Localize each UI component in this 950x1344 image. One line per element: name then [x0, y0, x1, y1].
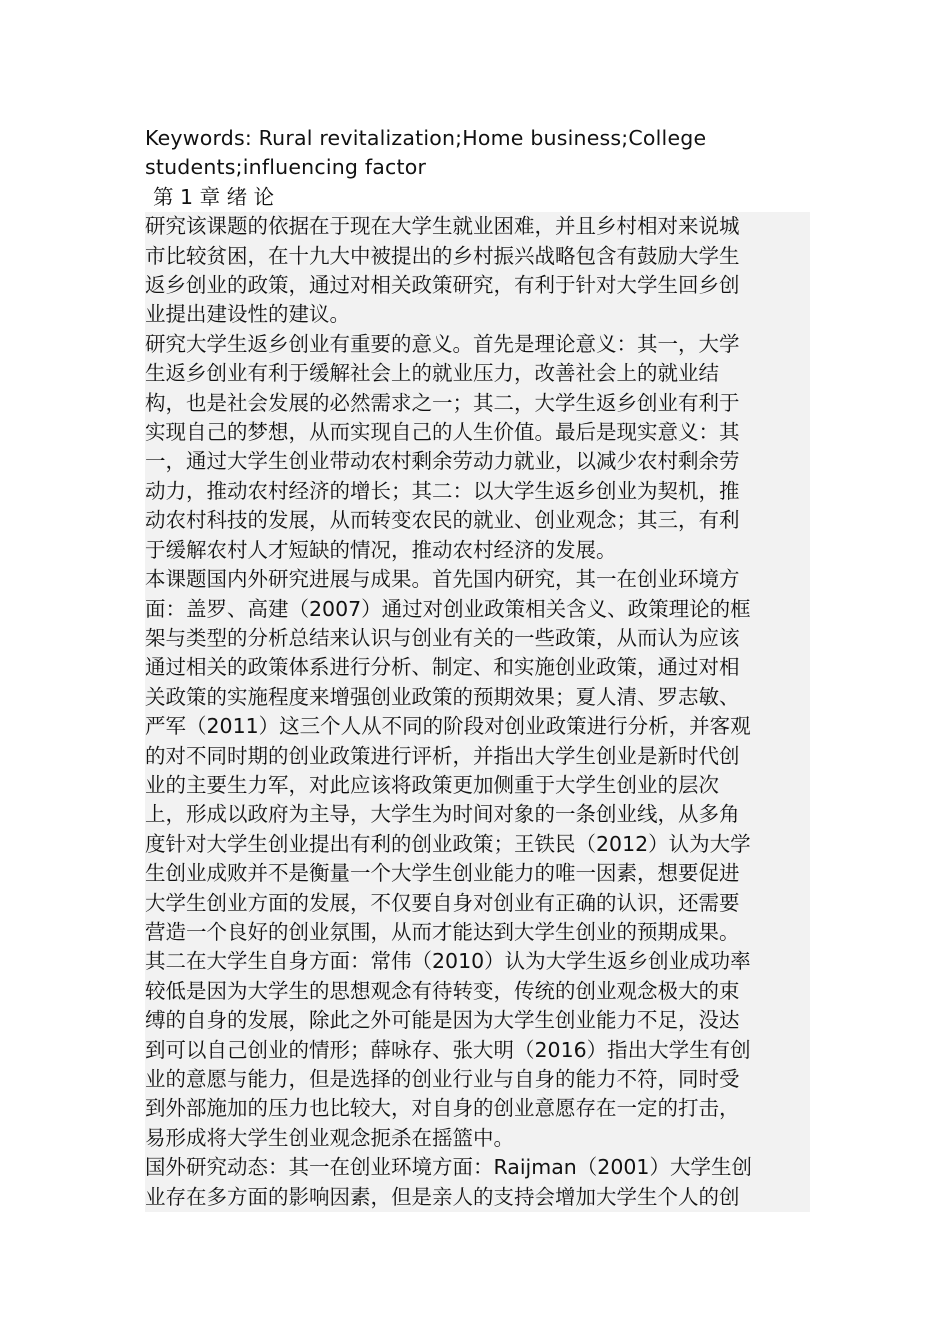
document-page: [145, 124, 810, 1212]
paragraph-line: 构，也是社会发展的必然需求之一；其二，大学生返乡创业有利于: [145, 389, 810, 418]
body-text: [145, 212, 810, 1212]
body-paragraph: [145, 330, 810, 565]
paragraph-line: 大学生创业方面的发展，不仅要自身对创业有正确的认识，还需要: [145, 889, 810, 918]
paragraph-line: 生创业成败并不是衡量一个大学生创业能力的唯一因素，想要促进: [145, 859, 810, 888]
paragraph-line: 营造一个良好的创业氛围，从而才能达到大学生创业的预期成果。: [145, 918, 810, 947]
paragraph-line: 业的主要生力军，对此应该将政策更加侧重于大学生创业的层次: [145, 771, 810, 800]
paragraph-line: 返乡创业的政策，通过对相关政策研究，有利于针对大学生回乡创: [145, 271, 810, 300]
paragraph-line: 架与类型的分析总结来认识与创业有关的一些政策，从而认为应该: [145, 624, 810, 653]
paragraph-line: 较低是因为大学生的思想观念有待转变，传统的创业观念极大的束: [145, 977, 810, 1006]
paragraph-line: 一，通过大学生创业带动农村剩余劳动力就业，以减少农村剩余劳: [145, 447, 810, 476]
keywords-line: Keywords: Rural revitalization;Home business;College: [145, 126, 707, 150]
paragraph-line: 易形成将大学生创业观念扼杀在摇篮中。: [145, 1124, 810, 1153]
paragraph-line: 通过相关的政策体系进行分析、制定、和实施创业政策，通过对相: [145, 653, 810, 682]
keywords-english: [145, 124, 810, 183]
paragraph-line: 的对不同时期的创业政策进行评析，并指出大学生创业是新时代创: [145, 742, 810, 771]
paragraph-line: 缚的自身的发展，除此之外可能是因为大学生创业能力不足，没达: [145, 1006, 810, 1035]
paragraph-line: 上，形成以政府为主导，大学生为时间对象的一条创业线，从多角: [145, 800, 810, 829]
paragraph-line: 关政策的实施程度来增强创业政策的预期效果；夏人清、罗志敏、: [145, 683, 810, 712]
paragraph-line: 业提出建设性的建议。: [145, 300, 810, 329]
paragraph-line: 国外研究动态：其一在创业环境方面：Raijman（2001）大学生创: [145, 1153, 810, 1182]
paragraph-line: 业的意愿与能力，但是选择的创业行业与自身的能力不符，同时受: [145, 1065, 810, 1094]
paragraph-line: 其二在大学生自身方面：常伟（2010）认为大学生返乡创业成功率: [145, 947, 810, 976]
paragraph-line: 研究该课题的依据在于现在大学生就业困难，并且乡村相对来说城: [145, 212, 810, 241]
paragraph-line: 到外部施加的压力也比较大，对自身的创业意愿存在一定的打击，: [145, 1094, 810, 1123]
paragraph-line: 业存在多方面的影响因素，但是亲人的支持会增加大学生个人的创: [145, 1183, 810, 1212]
paragraph-line: 面：盖罗、高建（2007）通过对创业政策相关含义、政策理论的框: [145, 595, 810, 624]
paragraph-line: 生返乡创业有利于缓解社会上的就业压力，改善社会上的就业结: [145, 359, 810, 388]
body-paragraph: [145, 212, 810, 330]
paragraph-line: 度针对大学生创业提出有利的创业政策；王铁民（2012）认为大学: [145, 830, 810, 859]
paragraph-line: 动农村科技的发展，从而转变农民的就业、创业观念；其三，有利: [145, 506, 810, 535]
keywords-line: students;influencing factor: [145, 155, 427, 180]
body-paragraph: [145, 1153, 810, 1212]
paragraph-line: 研究大学生返乡创业有重要的意义。首先是理论意义：其一，大学: [145, 330, 810, 359]
paragraph-line: 于缓解农村人才短缺的情况，推动农村经济的发展。: [145, 536, 810, 565]
paragraph-line: 到可以自己创业的情形；薛咏存、张大明（2016）指出大学生有创: [145, 1036, 810, 1065]
paragraph-line: 严军（2011）这三个人从不同的阶段对创业政策进行分析，并客观: [145, 712, 810, 741]
paragraph-line: 本课题国内外研究进展与成果。首先国内研究，其一在创业环境方: [145, 565, 810, 594]
body-paragraph: [145, 565, 810, 1153]
chapter-title: 第 1 章 绪 论: [153, 184, 275, 209]
paragraph-line: 动力，推动农村经济的增长；其二：以大学生返乡创业为契机，推: [145, 477, 810, 506]
paragraph-line: 实现自己的梦想，从而实现自己的人生价值。最后是现实意义：其: [145, 418, 810, 447]
paragraph-line: 市比较贫困，在十九大中被提出的乡村振兴战略包含有鼓励大学生: [145, 242, 810, 271]
